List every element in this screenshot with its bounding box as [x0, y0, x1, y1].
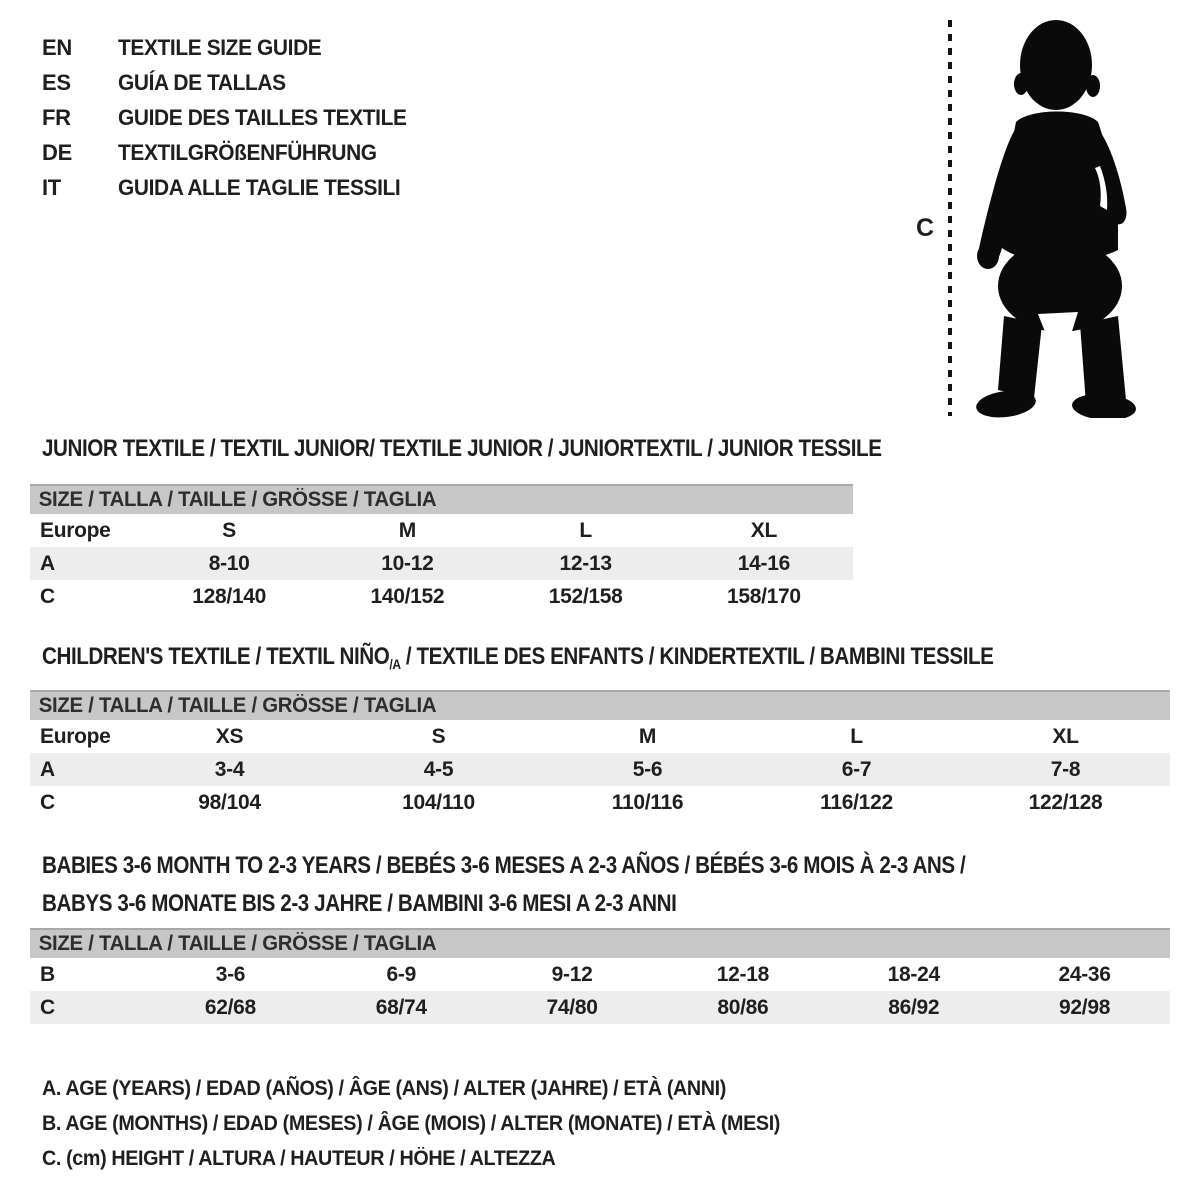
language-code: IT	[42, 174, 61, 200]
age-cell: 7-8	[1050, 757, 1081, 781]
language-code: ES	[42, 69, 71, 95]
footnote-age-months: B. AGE (MONTHS) / EDAD (MESES) / ÂGE (MOIS) / ALTER (MONATE) / ETÀ (MESI)	[42, 1111, 781, 1135]
height-cell: 140/152	[370, 584, 445, 608]
age-cell: 12-18	[716, 962, 770, 986]
table-row	[30, 580, 853, 613]
size-cell: L	[579, 518, 592, 542]
age-cell: 8-10	[208, 551, 250, 575]
size-header-bar	[30, 690, 1170, 720]
age-cell: 5-6	[632, 757, 663, 781]
size-cell: XS	[215, 724, 244, 748]
legend-footnotes	[42, 1071, 827, 1176]
height-cell: 86/92	[888, 995, 940, 1019]
language-title-list	[42, 30, 422, 205]
age-cell: 24-36	[1058, 962, 1111, 986]
babies-size-table	[30, 928, 1170, 1024]
babies-title-line2: BABYS 3-6 MONATE BIS 2-3 JAHRE / BAMBINI 3-6 MESI A 2-3 ANNI	[42, 890, 677, 917]
size-cell: M	[398, 518, 416, 542]
guide-title-de: TEXTILGRÖßENFÜHRUNG	[118, 139, 377, 165]
language-row-en	[42, 30, 422, 65]
table-row	[30, 786, 1170, 819]
table-row	[30, 753, 1170, 786]
height-cell: 128/140	[192, 584, 267, 608]
height-cell: 98/104	[198, 790, 261, 814]
row-label: Europe	[40, 724, 111, 748]
children-table-title	[42, 643, 994, 672]
footnote-age-years: A. AGE (YEARS) / EDAD (AÑOS) / ÂGE (ANS) / ALTER (JAHRE) / ETÀ (ANNI)	[42, 1076, 726, 1100]
age-cell: 3-4	[214, 757, 245, 781]
toddler-silhouette-icon	[968, 18, 1136, 418]
age-cell: 9-12	[551, 962, 593, 986]
language-row-de	[42, 135, 422, 170]
height-measure-label: C	[916, 214, 935, 242]
language-row-it	[42, 170, 422, 205]
table-row	[30, 720, 1170, 753]
height-cell: 116/122	[820, 790, 893, 814]
language-row-fr	[42, 100, 422, 135]
guide-title-fr: GUIDE DES TAILLES TEXTILE	[118, 104, 407, 130]
height-cell: 122/128	[1028, 790, 1103, 814]
age-cell: 18-24	[887, 962, 940, 986]
babies-title-line1: BABIES 3-6 MONTH TO 2-3 YEARS / BEBÉS 3-6 MESES A 2-3 AÑOS / BÉBÉS 3-6 MOIS À 2-3 ANS /	[42, 852, 966, 879]
guide-title-it: GUIDA ALLE TAGLIE TESSILI	[118, 174, 401, 200]
row-label: C	[40, 790, 55, 814]
age-cell: 6-9	[386, 962, 416, 986]
height-cell: 62/68	[204, 995, 256, 1019]
age-cell: 12-13	[559, 551, 612, 575]
height-cell: 74/80	[546, 995, 598, 1019]
table-row	[30, 514, 853, 547]
height-dashed-line-icon	[948, 20, 952, 416]
children-size-table	[30, 690, 1170, 819]
children-title-sub: /A	[389, 656, 401, 672]
table-row	[30, 958, 1170, 991]
table-row	[30, 547, 853, 580]
size-header-bar	[30, 928, 1170, 958]
age-cell: 10-12	[381, 551, 434, 575]
footnote-height-cm: C. (cm) HEIGHT / ALTURA / HAUTEUR / HÖHE / ALTEZZA	[42, 1146, 556, 1170]
height-cell: 152/158	[548, 584, 623, 608]
size-cell: XL	[750, 518, 777, 542]
size-cell: M	[638, 724, 657, 748]
table-row	[30, 991, 1170, 1024]
age-cell: 4-5	[423, 757, 454, 781]
height-cell: 68/74	[375, 995, 427, 1019]
age-cell: 6-7	[841, 757, 872, 781]
children-title-pre: CHILDREN'S TEXTILE / TEXTIL NIÑO	[42, 643, 390, 670]
height-cell: 158/170	[726, 584, 801, 608]
size-header-text: SIZE / TALLA / TAILLE / GRÖSSE / TAGLIA	[38, 694, 437, 717]
height-cell: 80/86	[717, 995, 769, 1019]
size-header-text: SIZE / TALLA / TAILLE / GRÖSSE / TAGLIA	[38, 488, 437, 511]
guide-title-en: TEXTILE SIZE GUIDE	[118, 34, 322, 60]
row-label: Europe	[40, 518, 111, 542]
row-label: A	[40, 551, 55, 575]
language-code: EN	[42, 34, 72, 60]
age-cell: 3-6	[215, 962, 246, 986]
guide-title-es: GUÍA DE TALLAS	[118, 69, 286, 95]
size-header-text: SIZE / TALLA / TAILLE / GRÖSSE / TAGLIA	[38, 932, 437, 955]
size-cell: S	[431, 724, 446, 748]
row-label: C	[40, 584, 55, 608]
row-label: C	[40, 995, 55, 1019]
language-code: DE	[42, 139, 72, 165]
language-row-es	[42, 65, 422, 100]
height-cell: 104/110	[402, 790, 475, 814]
children-title-post: / TEXTILE DES ENFANTS / KINDERTEXTIL / BAMBINI TESSILE	[400, 643, 994, 670]
row-label: A	[40, 757, 55, 781]
language-code: FR	[42, 104, 71, 130]
junior-size-table	[30, 484, 853, 613]
height-cell: 92/98	[1059, 995, 1111, 1019]
babies-table-title	[42, 847, 965, 923]
height-cell: 110/116	[611, 790, 684, 814]
size-cell: S	[222, 518, 236, 542]
size-cell: XL	[1052, 724, 1079, 748]
row-label: B	[40, 962, 55, 986]
size-header-bar	[30, 484, 853, 514]
size-cell: L	[850, 724, 863, 748]
junior-table-title: JUNIOR TEXTILE / TEXTIL JUNIOR/ TEXTILE JUNIOR / JUNIORTEXTIL / JUNIOR TESSILE	[42, 435, 882, 462]
age-cell: 14-16	[737, 551, 790, 575]
